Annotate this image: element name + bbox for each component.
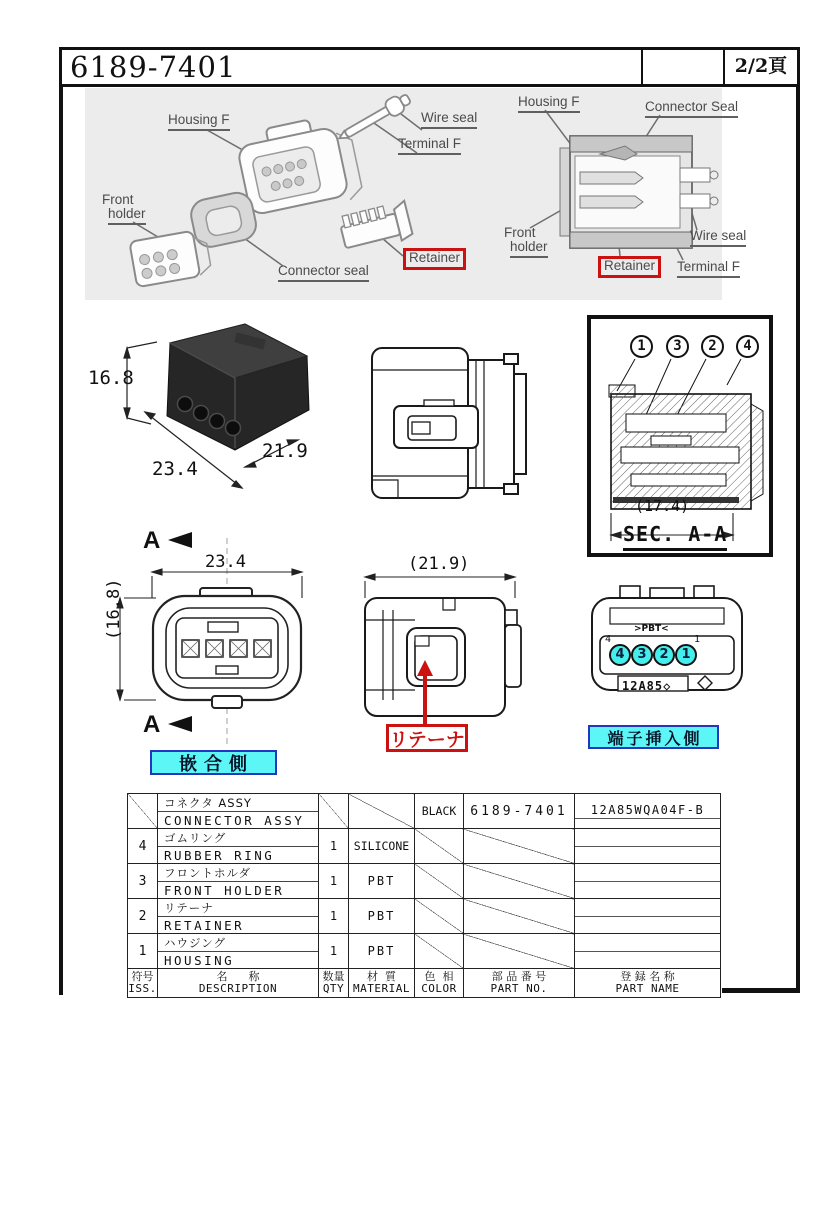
cell-desc (158, 829, 319, 864)
cavity-2: 2 (653, 644, 675, 666)
desc-jp: フロントホルダ (158, 864, 318, 882)
desc-jp: ハウジング (158, 934, 318, 952)
label-sec-wire-seal: Wire seal (690, 229, 746, 247)
retainer-view-drawing (355, 550, 530, 730)
cell-part-no-na (464, 899, 575, 934)
sec-aa-panel (587, 315, 773, 557)
label-retainer-boxed: Retainer (403, 248, 466, 270)
cell-color-na (415, 934, 464, 969)
cell-material: PBT (349, 864, 415, 899)
cell-iss: 1 (128, 934, 158, 969)
parts-table (127, 793, 721, 998)
table-row-2 (128, 899, 721, 934)
label-connector-seal: Connector seal (278, 264, 369, 282)
part-name-value: 12A85WQA04F-B (575, 803, 720, 819)
page-number: 2/2頁 (723, 50, 797, 84)
desc-en: RETAINER (164, 918, 245, 933)
cell-color-na (415, 829, 464, 864)
cell-material: PBT (349, 899, 415, 934)
label-front-holder-line2: holder (108, 207, 146, 225)
label-sec-housing-f: Housing F (518, 95, 580, 113)
cell-color-na (415, 899, 464, 934)
cell-desc-assy (158, 794, 319, 829)
cell-iss: 2 (128, 899, 158, 934)
cell-desc (158, 934, 319, 969)
callout-retainer: リテーナ (386, 724, 468, 752)
cell-qty: 1 (319, 899, 349, 934)
balloon-1: 1 (630, 335, 653, 358)
label-sec-front-holder-line1: Front (504, 225, 536, 240)
cell-part-name-na (575, 934, 721, 969)
cell-desc (158, 899, 319, 934)
page-border-foot (722, 988, 798, 993)
label-sec-front-holder-line2: holder (510, 240, 548, 258)
cavity-marking: 12A85◇ (622, 679, 672, 693)
title-bar (59, 47, 800, 87)
material-marking: >PBT< (634, 624, 669, 634)
section-arrow-label-top: A (143, 527, 161, 554)
cavity-1: 1 (675, 644, 697, 666)
label-sec-terminal-f: Terminal F (677, 260, 740, 278)
dim-front-width: 23.4 (205, 552, 246, 572)
dim-overall-depth: 21.9 (262, 440, 308, 462)
dim-sec-aa-width: (17.4) (635, 497, 690, 515)
title-empty-cell (641, 50, 723, 84)
cell-desc (158, 864, 319, 899)
cell-iss: 3 (128, 864, 158, 899)
header-description: 名 称 DESCRIPTION (158, 969, 319, 998)
cavity-4: 4 (609, 644, 631, 666)
cavity-corner-right: 1 (694, 634, 701, 645)
label-sec-retainer-boxed: Retainer (598, 256, 661, 278)
sec-aa-title: SEC. A-A (623, 522, 727, 551)
dim-front-height: (16.8) (104, 578, 124, 640)
dim-overall-width: 23.4 (152, 458, 198, 480)
cell-material: PBT (349, 934, 415, 969)
label-housing-f: Housing F (168, 113, 230, 131)
balloon-2: 2 (701, 335, 724, 358)
label-wire-seal: Wire seal (421, 111, 477, 129)
cell-qty: 1 (319, 829, 349, 864)
label-terminal-f: Terminal F (398, 137, 461, 155)
header-material: 材 質 MATERIAL (349, 969, 415, 998)
doc-number: 6189-7401 (70, 50, 237, 84)
page-border-right (796, 87, 800, 993)
table-row-1 (128, 934, 721, 969)
table-row-4 (128, 829, 721, 864)
dim-overall-height: 16.8 (88, 367, 134, 389)
label-sec-connector-seal: Connector Seal (645, 100, 738, 118)
cell-qty: 1 (319, 864, 349, 899)
cell-part-name-na (575, 899, 721, 934)
cell-iss: 4 (128, 829, 158, 864)
table-row-assy (128, 794, 721, 829)
cavity-corner-left: 4 (605, 634, 612, 645)
section-arrow-label-bottom: A (143, 711, 161, 738)
balloon-3: 3 (666, 335, 689, 358)
header-part-name: 登 録 名 称 PART NAME (575, 969, 721, 998)
header-iss: 符号 ISS. (128, 969, 158, 998)
cell-part-no-na (464, 829, 575, 864)
cell-part-name-na (575, 829, 721, 864)
caption-terminal-insertion-side: 端子挿入側 (588, 725, 719, 749)
desc-en: FRONT HOLDER (164, 883, 285, 898)
header-qty: 数量 QTY (319, 969, 349, 998)
cell-part-name (575, 794, 721, 829)
balloon-4: 4 (736, 335, 759, 358)
cell-part-no-na (464, 934, 575, 969)
cell-color: BLACK (415, 794, 464, 829)
desc-en: RUBBER RING (164, 848, 275, 863)
dim-retainer-width: (21.9) (408, 554, 470, 574)
cell-part-no: 6189-7401 (464, 794, 575, 829)
cavity-3: 3 (631, 644, 653, 666)
header-part-no: 部 品 番 号 PART NO. (464, 969, 575, 998)
desc-en: HOUSING (164, 953, 235, 968)
cell-color-na (415, 864, 464, 899)
page-border-left (59, 87, 63, 995)
cell-material-na (349, 794, 415, 829)
cell-qty: 1 (319, 934, 349, 969)
table-header-row (128, 969, 721, 998)
table-row-3 (128, 864, 721, 899)
cell-qty-na (319, 794, 349, 829)
cell-iss-na (128, 794, 158, 829)
desc-jp: リテーナ (158, 899, 318, 917)
header-color: 色 相 COLOR (415, 969, 464, 998)
label-front-holder-line1: Front (102, 192, 134, 207)
cell-material: SILICONE (349, 829, 415, 864)
desc-jp: ゴムリング (158, 829, 318, 847)
cell-part-name-na (575, 864, 721, 899)
desc-en: CONNECTOR ASSY (164, 813, 305, 828)
connector-photo (85, 318, 335, 508)
side-view-drawing (358, 330, 543, 522)
desc-jp: コネクタ ASSY (158, 794, 318, 812)
caption-mating-side: 嵌合側 (150, 750, 277, 775)
cell-part-no-na (464, 864, 575, 899)
